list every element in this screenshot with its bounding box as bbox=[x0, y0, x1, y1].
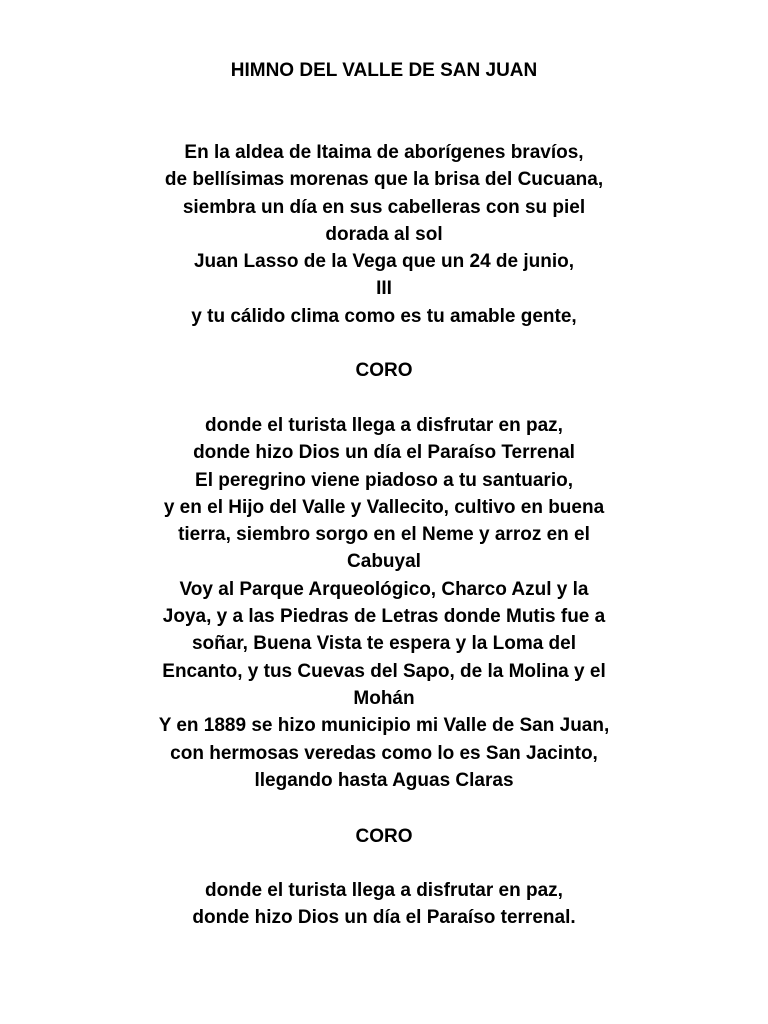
verse-3 bbox=[40, 877, 728, 932]
verse-line: siembra un día en sus cabelleras con su piel bbox=[182, 196, 586, 218]
chorus-heading-1 bbox=[40, 357, 728, 384]
verse-1 bbox=[40, 139, 728, 330]
verse-line: donde hizo Dios un día el Paraíso Terrenal bbox=[193, 442, 575, 464]
verse-line: Cabuyal bbox=[347, 551, 421, 573]
verse-line: Voy al Parque Arqueológico, Charco Azul y la bbox=[179, 578, 589, 600]
verse-line: En la aldea de Itaima de aborígenes bravíos, bbox=[184, 142, 584, 163]
verse-line: con hermosas veredas como lo es San Jacinto, bbox=[170, 742, 598, 764]
verse-line: Joya, y a las Piedras de Letras donde Mutis fue a bbox=[162, 606, 606, 628]
verse-line: tierra, siembro sorgo en el Neme y arroz en el bbox=[178, 524, 590, 546]
page-title: HIMNO DEL VALLE DE SAN JUAN bbox=[230, 60, 538, 81]
verse-line: y en el Hijo del Valle y Vallecito, cultivo en buena bbox=[163, 496, 605, 518]
verse-line: El peregrino viene piadoso a tu santuario, bbox=[195, 469, 573, 491]
verse-line: III bbox=[376, 278, 392, 300]
verse-line: Y en 1889 se hizo municipio mi Valle de San Juan, bbox=[158, 715, 610, 737]
verse-line: de bellísimas morenas que la brisa del Cucuana, bbox=[164, 169, 604, 191]
verse-line: donde el turista llega a disfrutar en paz, bbox=[205, 415, 563, 436]
verse-line: llegando hasta Aguas Claras bbox=[254, 769, 514, 791]
verse-2 bbox=[40, 412, 728, 794]
chorus-label: CORO bbox=[355, 826, 413, 847]
verse-line: Juan Lasso de la Vega que un 24 de junio, bbox=[193, 251, 575, 273]
verse-line: Encanto, y tus Cuevas del Sapo, de la Molina y el bbox=[162, 660, 606, 682]
verse-line: dorada al sol bbox=[325, 223, 443, 245]
verse-line: donde el turista llega a disfrutar en paz, bbox=[205, 880, 563, 901]
verse-line: donde hizo Dios un día el Paraíso terrenal. bbox=[192, 907, 576, 929]
verse-line: soñar, Buena Vista te espera y la Loma del bbox=[191, 633, 577, 655]
verse-line: y tu cálido clima como es tu amable gente, bbox=[191, 305, 577, 327]
verse-line: Mohán bbox=[353, 687, 415, 709]
chorus-label: CORO bbox=[355, 360, 413, 381]
chorus-heading-2 bbox=[40, 823, 728, 850]
